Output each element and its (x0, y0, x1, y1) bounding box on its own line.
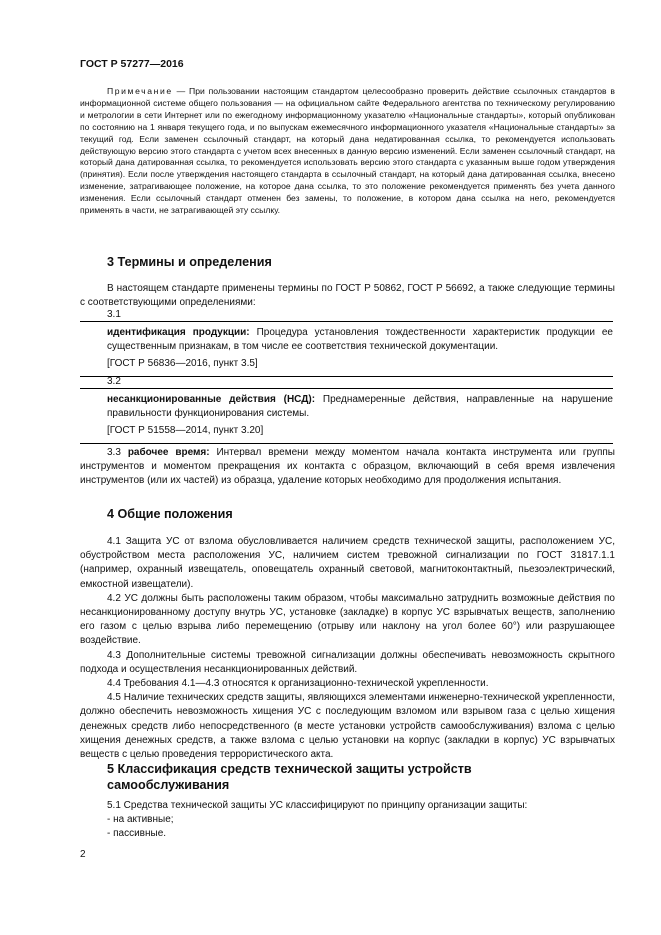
note-paragraph (80, 86, 615, 217)
section-5-heading-line1: 5 Классификация средств технической защиты устройств (107, 762, 472, 776)
section-4-p1: 4.1 Защита УС от взлома обусловливается наличием средств технической защиты, расположением УС, обустройством места расположения УС, наличием систем тревожной сигнализации по ГОСТ 31817.1.1 (например, охранный извещатель, оповещатель охранный световой, магнитоконтактный, пьезоэлектрический, емкостной извещатели). (80, 536, 615, 590)
term-3-1-definition (80, 326, 613, 354)
section-5-heading-line2: самообслуживания (107, 778, 230, 792)
section-5-body (80, 799, 615, 840)
section-4-heading: 4 Общие положения (107, 507, 233, 521)
term-3-2-number: 3.2 (107, 376, 121, 387)
term-3-2-definition (80, 393, 613, 421)
note-label: Примечание (107, 86, 173, 96)
term-3-2-term: несанкционированные действия (НСД): (107, 394, 316, 405)
term-3-1-box (80, 321, 613, 377)
term-3-3-text: Интервал времени между моментом начала контакта инструмента или группы инструментов и моментом прекращения их контакта с образцом, включающий в себя время извлечения инструментов (или их частей) из образца, удаление которых необходимо для продолжения испытания. (80, 447, 615, 487)
term-3-2-text: Преднамеренные действия, направленные на нарушение правильности функционирования системы. (107, 394, 613, 420)
section-4-body (80, 535, 615, 762)
section-5-heading (107, 761, 607, 793)
term-3-2-source: [ГОСТ Р 51558—2014, пункт 3.20] (107, 425, 264, 437)
section-3-intro: В настоящем стандарте применены термины по ГОСТ Р 50862, ГОСТ Р 56692, а также следующие термины с соответствующими определениями: (80, 283, 615, 309)
section-4-p5: 4.5 Наличие технических средств защиты, являющихся элементами инженерно-технической укрепленности, должно обеспечить невозможность хищения УС с последующим взломом или взрывом газа с целью хищения денежных средств либо непосредственного (в месте установки устройств самообслуживания) взлома с целью хищения денежных средств, а также взлома с целью установки на корпус (закладки в корпус) УС взрывчатых веществ с целью проведения террористического акта. (80, 692, 615, 761)
term-3-3-term: рабочее время: (127, 447, 210, 458)
section-4-p3: 4.3 Дополнительные системы тревожной сигнализации должны обеспечивать невозможность скрытного подхода и осуществления несанкционированных действий. (80, 649, 615, 675)
term-3-2-box (80, 388, 613, 444)
term-3-1-number: 3.1 (107, 309, 121, 320)
term-3-1-term: идентификация продукции: (107, 327, 250, 338)
section-5-p1: 5.1 Средства технической защиты УС классифицируют по принципу организации защиты: (107, 800, 528, 811)
term-3-3-paragraph (80, 446, 615, 489)
term-3-1-source: [ГОСТ Р 56836—2016, пункт 3.5] (107, 358, 258, 370)
list-item-active: - на активные; (107, 814, 174, 826)
section-3-heading: 3 Термины и определения (107, 255, 272, 269)
term-3-1-text: Процедура установления тождественности характеристик продукции ее существенным признакам, в том числе ее соответствия технической документации. (107, 327, 613, 353)
section-4-p4: 4.4 Требования 4.1—4.3 относятся к организационно-технической укрепленности. (107, 678, 489, 690)
document-id: ГОСТ Р 57277—2016 (80, 58, 184, 70)
section-4-p2: 4.2 УС должны быть расположены таким образом, чтобы максимально затруднить возможные действия по несанкционированному доступу внутрь УС, установке (закладке) в корпус УС взрывчатых веществ, заполнению его газом с целью взрыва либо перемещению (отрыву или наклону на угол более 60°) или разрушающее воздействие. (80, 592, 615, 647)
term-3-3-number: 3.3 (107, 447, 121, 458)
list-item-passive: - пассивные. (107, 827, 167, 839)
note-text: — При пользовании настоящим стандартом целесообразно проверить действие ссылочных стандартов в информационной системе общего пользования — на официальном сайте Федерального агентства по техническому регулированию и метрологии в сети Интернет или по ежегодному информационному указателю «Национальные стандарты», который опубликован по состоянию на 1 января текущего года, и по выпускам ежемесячного информационного указателя «Национальные стандарты» за текущий год. Если заменен ссылочный стандарт, на который дана недатированная ссылка, то рекомендуется использовать действующую версию этого стандарта с учетом всех внесенных в данную версию изменений. Если заменен ссылочный стандарт, на который дана датированная ссылка, то рекомендуется использовать версию этого стандарта с указанным выше годом утверждения (принятия). Если после утверждения настоящего стандарта в ссылочный стандарт, на который дана датированная ссылка, внесено изменение, затрагивающее положение, на которое дана ссылка, то это положение рекомендуется применять без учета данного изменения. Если ссылочный стандарт отменен без замены, то положение, в котором дана ссылка на него, рекомендуется применять в части, не затрагивающей эту ссылку. (80, 86, 615, 216)
page-number: 2 (80, 849, 86, 860)
